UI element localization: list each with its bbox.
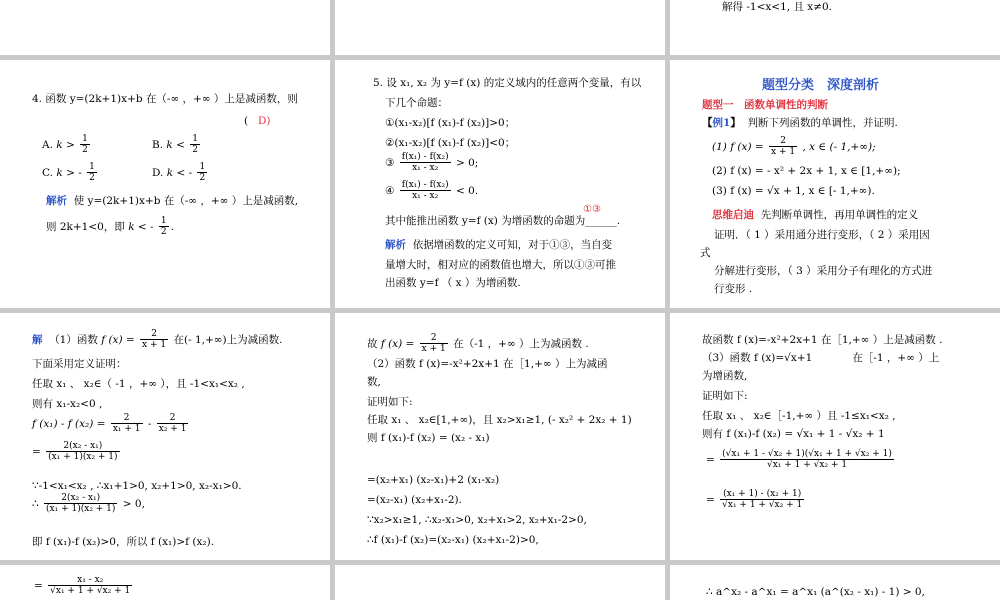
- section-title: 题型分类 深度剖析: [762, 78, 880, 93]
- option-c: C. k > - $\frac{1}{2}$: [42, 162, 95, 184]
- proposition-1: ①(x₁-x₂)[f (x₁)-f (x₂)]>0；: [385, 117, 516, 129]
- q5-analysis-3: 出函数 y=f （ x ）为增函数.: [385, 277, 521, 289]
- proposition-4: ④ $\frac{\text{f(x₁) - f(x₂)}}{\text{x₁ - x₂}}$ < 0.: [385, 180, 479, 202]
- option-a: A. k > $\frac{1}{2}$: [42, 134, 88, 156]
- answer-d: D): [258, 115, 271, 127]
- solution-line-7: ∵-1<x₁<x₂ , ∴x₁+1>0, x₂+1>0, x₂-x₁>0.: [32, 480, 242, 492]
- sol3-line-2: （3）函数 f (x)=√x+1 在［-1 ，+∞ ）上: [702, 352, 940, 364]
- sol3-line-3: 为增函数,: [702, 370, 748, 382]
- sol2-line-10: ∴f (x₁)-f (x₂)=(x₂-x₁) (x₂+x₁-2)>0,: [367, 534, 539, 546]
- option-d: D. k < - $\frac{1}{2}$: [152, 162, 206, 184]
- sol2-line-5: 任取 x₁ 、 x₂∈[1,+∞)，且 x₂>x₁≥1, (- x₂² + 2x₂ + 1): [367, 414, 632, 426]
- solution-line-9: 即 f (x₁)-f (x₂)>0，所以 f (x₁)>f (x₂).: [32, 536, 215, 548]
- sol3-line-8: = $\frac{\text{(x₁ + 1) - (x₂ + 1)}}{\text{√x₁ + 1 + √x₂ + 1}}$: [706, 489, 803, 511]
- solution-line-6: = $\frac{\text{2(x₂ - x₁)}}{\text{(x₁ + 1)(x₂ + 1)}}$: [32, 441, 118, 463]
- type-heading: 题型一 函数单调性的判断: [702, 99, 828, 111]
- q5-analysis-1: 解析 依据增函数的定义可知，对于①③，当自变: [385, 239, 613, 251]
- slide-top-right: [670, 0, 1000, 55]
- hint-line-3: 式: [700, 247, 711, 259]
- text-line: 解得 -1<x<1, 且 x≠0.: [722, 1, 833, 13]
- analysis-line-1: 解析 使 y=(2k+1)x+b 在（-∞ ，+∞ ）上是减函数,: [46, 195, 299, 207]
- slide-solution-2: [335, 313, 665, 560]
- q5-line-2: 下几个命题：: [385, 97, 448, 109]
- slide-example-1: [670, 60, 1000, 308]
- solution-line-5: f (x₁) - f (x₂) = $\frac{2}{\text{x₁ + 1}}$ - $\frac{2}{\text{x₂ + 1}}$: [32, 413, 187, 435]
- hint-line-5: 行变形 .: [714, 283, 753, 295]
- sol2-line-6: 则 f (x₁)-f (x₂) = (x₂ - x₁): [367, 432, 490, 444]
- solution-line-3: 任取 x₁ 、 x₂∈（ -1 ，+∞ ），且 -1<x₁<x₂ ,: [32, 378, 245, 390]
- solution-line-4: 则有 x₁-x₂<0 ,: [32, 398, 103, 410]
- slide-bottom-right: [670, 565, 1000, 600]
- sol2-line-3: 数,: [367, 376, 381, 388]
- slide-question-4: [0, 60, 330, 308]
- solution-line-2: 下面采用定义证明：: [32, 358, 127, 370]
- slide-solution-3: [670, 313, 1000, 560]
- function-3: (3) f (x) = √x + 1, x ∈ [- 1,+∞).: [712, 185, 875, 197]
- slide-top-middle: [335, 0, 665, 55]
- question-4-text: 4. 函数 y=(2k+1)x+b 在（-∞ ，+∞ ）上是减函数，则: [32, 93, 298, 105]
- function-2: (2) f (x) = - x² + 2x + 1, x ∈ [1,+∞);: [712, 165, 901, 177]
- sol2-line-4: 证明如下:: [367, 396, 413, 408]
- sol2-line-2: （2）函数 f (x)=-x²+2x+1 在［1,+∞ ）上为减函: [367, 358, 608, 370]
- analysis-line-2: 则 2k+1<0，即 k < - $\frac{1}{2}$ .: [46, 216, 174, 238]
- sol3-line-1: 故函数 f (x)=-x²+2x+1 在［1,+∞ ）上是减函数 .: [702, 334, 943, 346]
- slide-bottom-middle: [335, 565, 665, 600]
- function-1: (1) f (x) = $\frac{2}{x + 1}$ , x ∈ (- 1,+∞);: [712, 136, 876, 158]
- answer-paren: (: [244, 115, 249, 127]
- sol2-line-8: =(x₂-x₁) (x₂+x₁-2).: [367, 494, 462, 506]
- hint-line-1: 思维启迪 先判断单调性，再用单调性的定义: [712, 209, 919, 221]
- q5-analysis-2: 量增大时，相对应的函数值也增大，所以①③可推: [385, 259, 616, 271]
- bottom-right-formula: ∴ a^x₂ - a^x₁ = a^x₁ (a^(x₂ - x₁) - 1) > 0,: [706, 586, 925, 598]
- sol2-line-9: ∵x₂>x₁≥1, ∴x₂-x₁>0, x₂+x₁>2, x₂+x₁-2>0,: [367, 514, 587, 526]
- solution-line-8: ∴ $\frac{\text{2(x₂ - x₁)}}{\text{(x₁ + 1)(x₂ + 1)}}$ > 0,: [32, 493, 145, 515]
- slide-solution-1: [0, 313, 330, 560]
- slide-question-5: [335, 60, 665, 308]
- sol2-line-1: 故 f (x) = $\frac{2}{x + 1}$ 在（-1 ，+∞ ）上为减函数 .: [367, 333, 589, 355]
- answer-13: ①③: [583, 204, 601, 215]
- hint-line-2: 证明．（ 1 ）采用通分进行变形，（ 2 ）采用因: [714, 229, 930, 241]
- slide-top-left: [0, 0, 330, 55]
- sol2-line-7: =(x₂+x₁) (x₂-x₁)+2 (x₁-x₂): [367, 474, 500, 486]
- proposition-2: ②(x₁-x₂)[f (x₁)-f (x₂)]<0；: [385, 137, 516, 149]
- bottom-formula: = $\frac{\text{x₁ - x₂}}{\text{√x₁ + 1 + √x₂ + 1}}$: [34, 575, 131, 597]
- example-heading: 【例1】 判断下列函数的单调性，并证明.: [702, 117, 898, 129]
- slide-bottom-left: [0, 565, 330, 600]
- solution-line-1: 解 （1）函数 f (x) = $\frac{2}{x + 1}$ 在(- 1,+∞)上为减函数.: [32, 329, 283, 351]
- option-b: B. k < $\frac{1}{2}$: [152, 134, 199, 156]
- sol3-line-6: 则有 f (x₁)-f (x₂) = √x₁ + 1 - √x₂ + 1: [702, 428, 885, 440]
- sol3-line-4: 证明如下:: [702, 390, 748, 402]
- sol3-line-5: 任取 x₁ 、 x₂∈［-1,+∞ ）且 -1≤x₁<x₂ ,: [702, 410, 896, 422]
- sol3-line-7: = $\frac{\text{(√x₁ + 1 - √x₂ + 1)(√x₁ + 1 + √x₂ + 1)}}{\text{√x₁ + 1 + √x₂ + 1}}$: [706, 449, 892, 471]
- proposition-3: ③ $\frac{\text{f(x₁) - f(x₂)}}{\text{x₁ - x₂}}$ > 0;: [385, 152, 479, 174]
- hint-line-4: 分解进行变形，（ 3 ）采用分子有理化的方式进: [714, 265, 933, 277]
- q5-question: 其中能推出函数 y=f (x) 为增函数的命题为______.: [385, 215, 621, 227]
- q5-line-1: 5. 设 x₁, x₂ 为 y=f (x) 的定义域内的任意两个变量，有以: [373, 77, 642, 89]
